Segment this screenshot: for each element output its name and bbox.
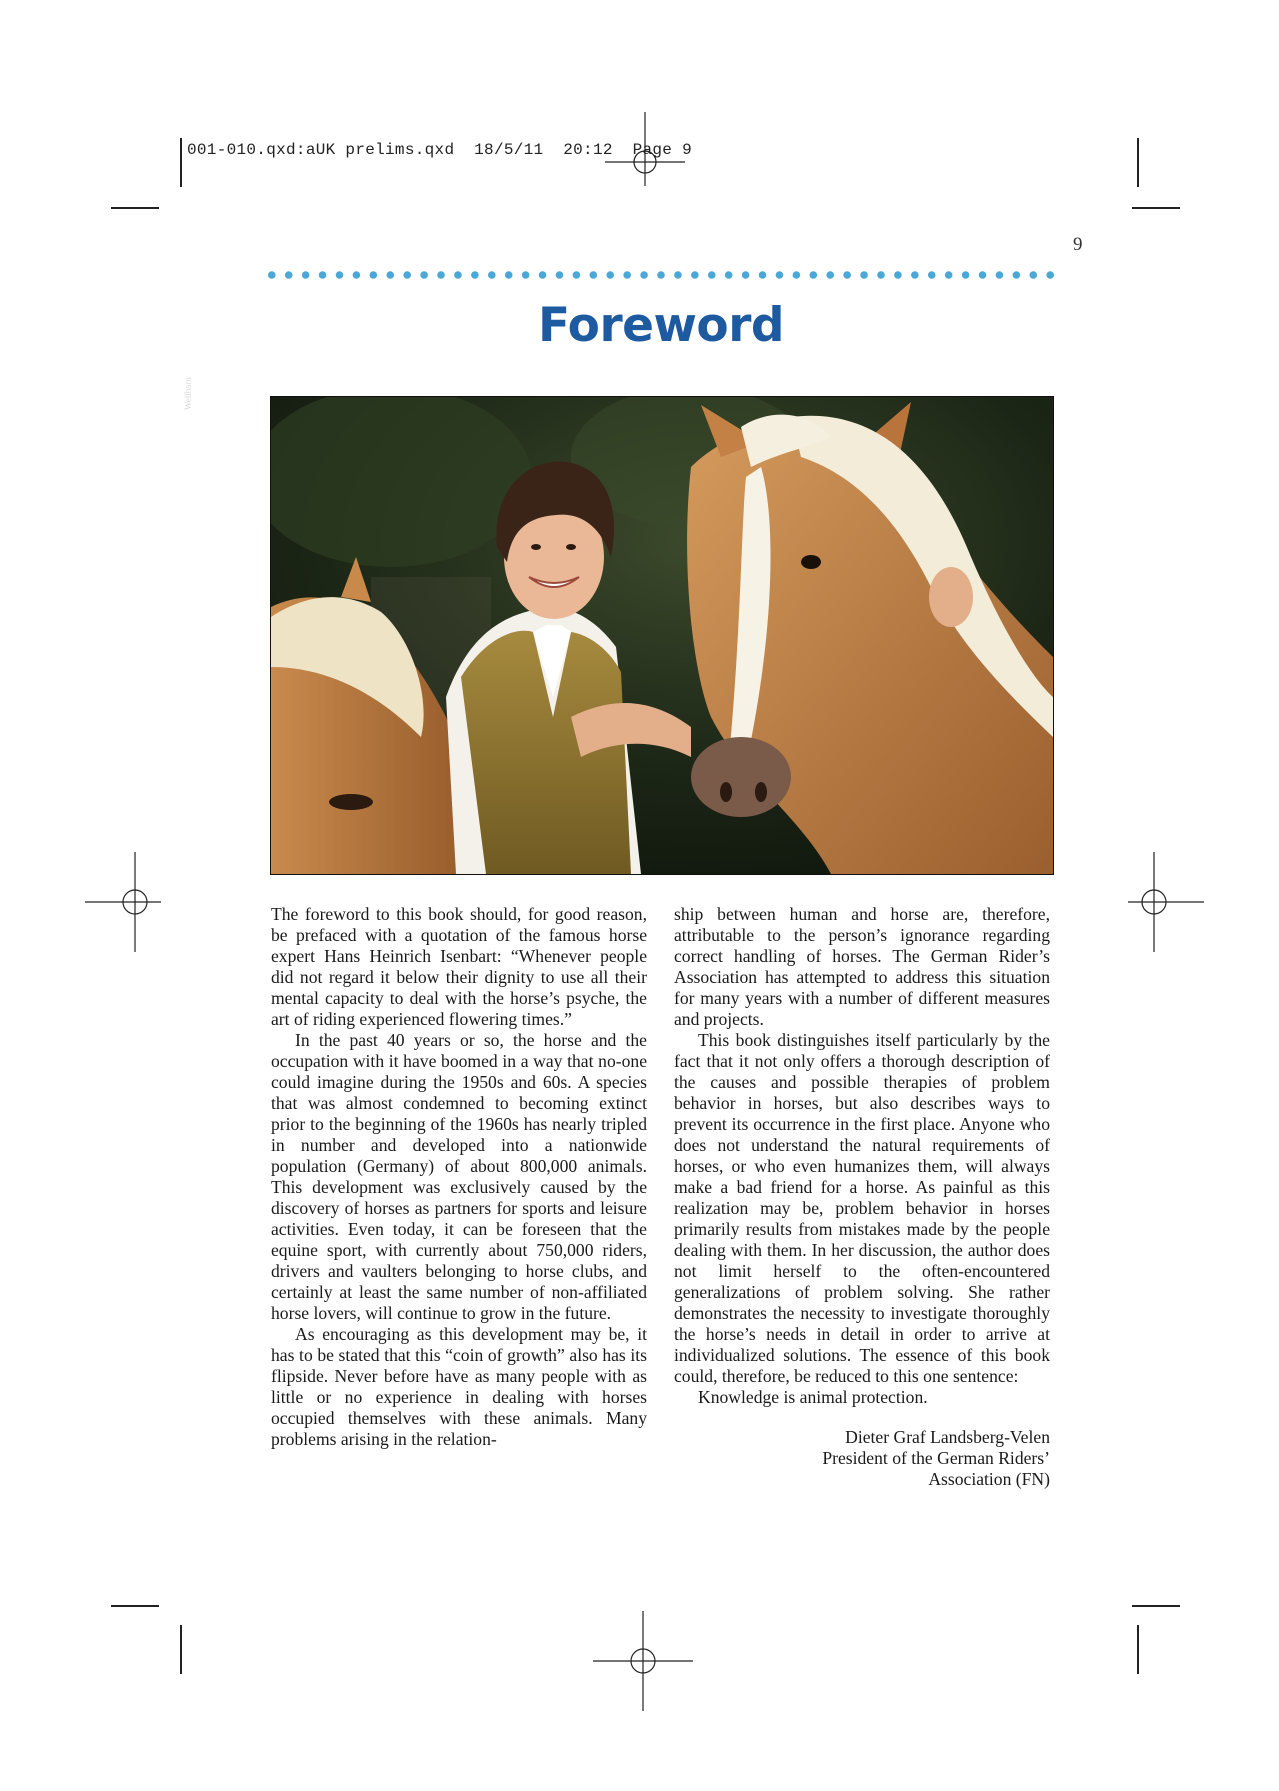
rule-dot: [386, 271, 394, 279]
rule-dot: [691, 271, 699, 279]
rule-dot: [860, 271, 868, 279]
rule-dot: [336, 271, 344, 279]
rule-dot: [725, 271, 733, 279]
registration-mark-top: [595, 112, 695, 212]
crop-mark: [1132, 1605, 1180, 1607]
crop-mark: [1132, 207, 1180, 209]
crop-mark: [180, 138, 182, 187]
rule-dot: [319, 271, 327, 279]
rule-dot: [1046, 271, 1054, 279]
rule-dot: [826, 271, 834, 279]
rule-dot: [268, 271, 276, 279]
rule-dot: [556, 271, 564, 279]
registration-mark-left: [85, 852, 185, 952]
rule-dot: [945, 271, 953, 279]
paragraph: In the past 40 years or so, the horse and the occupation with it have boomed in a way that no-one could imagine during the 1950s and 60s. A species that was almost condemned to becoming extinct prior to the beginning of the 1960s has nearly tripled in number and developed into a nationwide population (Germany) of about 800,000 animals. This development was exclusively caused by the discovery of horses as partners for sports and leisure activities. Even today, it can be foreseen that the equine sport, with currently about 750,000 riders, drivers and vaulters belonging to horse clubs, and certainly at least the same number of non-affiliated horse lovers, will continue to grow in the future.: [271, 1030, 647, 1323]
rule-dot: [759, 271, 767, 279]
signature-organization: Association (FN): [928, 1469, 1050, 1489]
rule-dot: [911, 271, 919, 279]
rule-dot: [437, 271, 445, 279]
rule-dot: [894, 271, 902, 279]
rule-dot: [573, 271, 581, 279]
rule-dot: [505, 271, 513, 279]
rule-dot: [776, 271, 784, 279]
rule-dot: [843, 271, 851, 279]
rule-dot: [793, 271, 801, 279]
rule-dot: [809, 271, 817, 279]
rule-dot: [522, 271, 530, 279]
rule-dot: [877, 271, 885, 279]
rule-dot: [590, 271, 598, 279]
paragraph: This book distinguishes itself particularly by the fact that it not only offers a thorough description of the causes and possible therapies of problem behavior in horses, but also describes ways to prevent its occurrence in the first place. Anyone who does not understand the natural requirements of horses, or who even humanizes them, will always make a bad friend for a horse. As painful as this realization may be, problem behavior in horses primarily results from mistakes made by the people dealing with them. In her discussion, the author does not limit herself to the often-encountered generalizations of problem solving. She rather demonstrates the necessity to investigate thoroughly the horse’s needs in detail in order to arrive at individualized solutions. The essence of this book could, therefore, be reduced to this one sentence:: [674, 1030, 1050, 1386]
rule-dot: [623, 271, 631, 279]
paragraph: The foreword to this book should, for good reason, be prefaced with a quotation of the famous horse expert Hans Heinrich Isenbart: “Whenever people did not regard it below their dignity to use all their mental capacity to deal with the horse’s psyche, the art of riding experienced flowering times.”: [271, 904, 647, 1029]
rule-dot: [742, 271, 750, 279]
rule-dot: [996, 271, 1004, 279]
crop-mark: [111, 207, 159, 209]
rule-dot: [1029, 271, 1037, 279]
registration-mark-right: [1104, 852, 1204, 952]
paragraph: Knowledge is animal protection.: [698, 1387, 928, 1407]
print-slug: 001-010.qxd:aUK prelims.qxd 18/5/11 20:12 Page 9: [187, 141, 692, 159]
page-title: Foreword: [537, 298, 785, 353]
rule-dot: [302, 271, 310, 279]
rule-dot: [657, 271, 665, 279]
signature-block: [674, 1427, 1050, 1490]
crop-mark: [111, 1605, 159, 1607]
paragraph: As encouraging as this development may be, it has to be stated that this “coin of growth” also has its flipside. Never before have as many people with as little or no experience in dealing with horses occupied themselves with these animals. Many problems arising in the relation-: [271, 1324, 647, 1449]
rule-dot: [1013, 271, 1021, 279]
rule-dot: [606, 271, 614, 279]
rule-dot: [674, 271, 682, 279]
signature-role: President of the German Riders’: [822, 1448, 1050, 1468]
rule-dot: [539, 271, 547, 279]
crop-mark: [180, 1625, 182, 1674]
registration-mark-bottom: [593, 1611, 693, 1711]
rule-dot: [285, 271, 293, 279]
photo-illustration: [271, 397, 1053, 874]
photo-credit: Wellbarn: [183, 377, 193, 410]
rule-dot: [488, 271, 496, 279]
text-column-left: [271, 904, 647, 1450]
signature-name: Dieter Graf Landsberg-Velen: [845, 1427, 1050, 1447]
rule-dot: [353, 271, 361, 279]
rule-dot: [420, 271, 428, 279]
foreword-photo: [270, 396, 1054, 875]
rule-dot: [471, 271, 479, 279]
paragraph: ship between human and horse are, therefore, attributable to the person’s ignorance regarding correct handling of horses. The German Rider’s Association has attempted to address this situation for many years with a number of different measures and projects.: [674, 904, 1050, 1029]
rule-dot: [708, 271, 716, 279]
rule-dot: [454, 271, 462, 279]
rule-dot: [403, 271, 411, 279]
rule-dot: [928, 271, 936, 279]
rule-dot: [962, 271, 970, 279]
crop-mark: [1137, 138, 1139, 187]
rule-dot: [640, 271, 648, 279]
dotted-rule: [268, 266, 1054, 284]
text-column-right: [674, 904, 1050, 1490]
rule-dot: [979, 271, 987, 279]
rule-dot: [370, 271, 378, 279]
crop-mark: [1137, 1625, 1139, 1674]
page-number: 9: [1073, 234, 1083, 255]
